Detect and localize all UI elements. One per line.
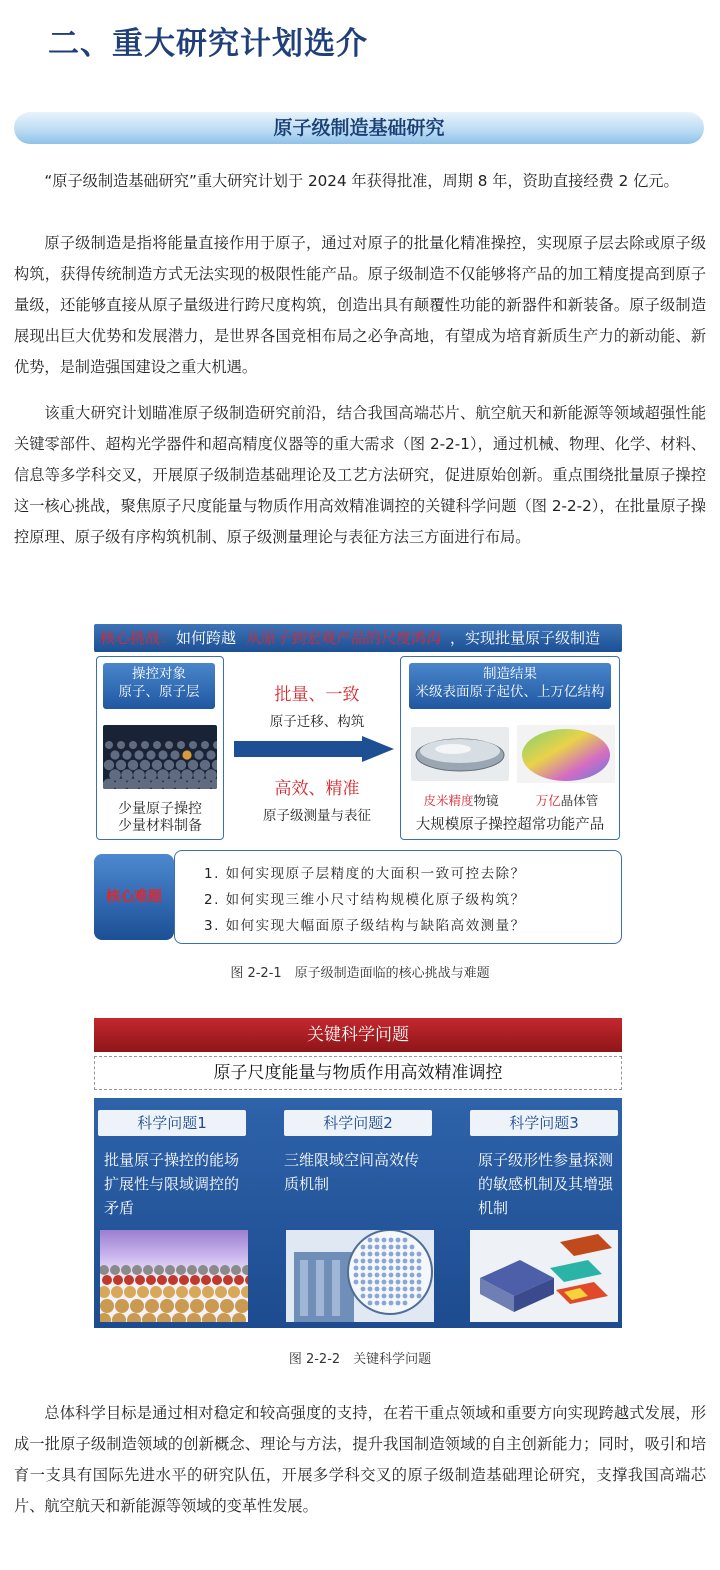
lens-label: 物镜 (473, 793, 499, 808)
question-3-title: 科学问题3 (470, 1110, 618, 1136)
challenge-prefix: 核心挑战： (100, 629, 176, 647)
core-problems-tab: 核心难题 (94, 854, 174, 940)
lens-image (411, 727, 509, 781)
banner-title: 原子级制造基础研究 (273, 117, 445, 139)
question-1-title: 科学问题1 (98, 1110, 246, 1136)
progress-arrow (234, 736, 394, 762)
figure-1-caption: 图 2-2-1 原子级制造面临的核心挑战与难题 (230, 966, 490, 981)
question-2-text: 三维限域空间高效传质机制 (284, 1151, 420, 1193)
left-caption-1: 少量原子操控 (118, 801, 202, 817)
result-pill-title: 制造结果 (483, 666, 537, 682)
wafer-label: 晶体管 (560, 793, 599, 808)
center-sub-measurement: 原子级测量与表征 (263, 808, 371, 824)
challenge-text-1: 如何跨越 (176, 629, 237, 647)
manipulation-object-box (96, 656, 224, 840)
section-banner (14, 112, 704, 144)
left-caption-2: 少量材料制备 (118, 818, 202, 834)
question-2-title: 科学问题2 (284, 1110, 432, 1136)
figure-2-caption: 图 2-2-2 关键科学问题 (288, 1352, 432, 1367)
key-questions-panel (94, 1098, 622, 1328)
challenge-text-2: ，实现批量原子级制造 (450, 629, 601, 647)
center-sub-migration: 原子迁移、构筑 (269, 714, 365, 730)
section-heading: 二、重大研究计划选介 (48, 26, 368, 62)
challenge-header (94, 624, 622, 652)
result-pill-sub: 米级表面原子起伏、上万亿结构 (415, 684, 605, 700)
paragraph-goals: 该重大研究计划瞄准原子级制造研究前沿，结合我国高端芯片、航空航天和新能源等领域超强性能关键零部件、超构光学器件和超高精度仪器等的重大需求（图 2-2-1），通过机械、物理、化学、材料、信息等多学科交叉，开展原子级制造基础理论及工艺方法研究，促进原始创新。重点围绕批量原子操控这一核心挑战，聚焦原子尺度能量与物质作用高效精准调控的关键科学问题（图 2-2-2），在批量原子操控原理、原子级有序构筑机制、原子级测量理论与表征方法三方面进行布局。 (14, 404, 706, 546)
center-label-batch: 批量、一致 (274, 685, 360, 705)
figure-key-questions (94, 1018, 622, 1330)
result-pill (409, 663, 611, 709)
paragraph-intro: “原子级制造基础研究”重大研究计划于 2024 年获得批准，周期 8 年，资助直接经费 2 亿元。 (44, 172, 679, 190)
object-pill-title: 操控对象 (132, 666, 186, 682)
manufacturing-result-box (400, 656, 620, 840)
wafer-label-red: 万亿 (535, 793, 561, 808)
question-3: 3. 如何实现大幅面原子级结构与缺陷高效测量？ (204, 918, 526, 934)
question-2: 2. 如何实现三维小尺寸结构规模化原子级构筑？ (204, 892, 526, 908)
object-pill-sub: 原子、原子层 (118, 684, 200, 700)
question-3-text: 原子级形性参量探测的敏感机制及其增强机制 (478, 1151, 614, 1217)
right-caption: 大规模原子操控超常功能产品 (415, 817, 605, 833)
key-questions-subtitle: 原子尺度能量与物质作用高效精准调控 (94, 1056, 622, 1090)
confined-space-illustration (286, 1230, 434, 1322)
paragraph-closing: 总体科学目标是通过相对稳定和较高强度的支持，在若干重点领域和重要方向实现跨越式发展，形成一批原子级制造领域的创新概念、理论与方法，提升我国制造领域的自主创新能力；同时，吸引和培育一支具有国际先进水平的研究队伍，开展多学科交叉的原子级制造基础理论研究，支撑我国高端芯片、航空航天和新能源等领域的变革性发展。 (14, 1404, 706, 1515)
center-label-efficient: 高效、精准 (274, 779, 360, 799)
sensing-illustration (470, 1230, 618, 1322)
lens-label-red: 皮米精度 (423, 793, 474, 808)
paragraph-definition: 原子级制造是指将能量直接作用于原子，通过对原子的批量化精准操控，实现原子层去除或原子级构筑，获得传统制造方式无法实现的极限性能产品。原子级制造不仅能够将产品的加工精度提高到原子量级，还能够直接从原子量级进行跨尺度构筑，创造出具有颠覆性功能的新器件和新装备。原子级制造展现出巨大优势和发展潜力，是世界各国竞相布局之必争高地，有望成为培育新质生产力的新动能、新优势，是制造强国建设之重大机遇。 (14, 234, 706, 376)
object-pill (103, 663, 215, 709)
key-questions-title: 关键科学问题 (94, 1018, 622, 1052)
wafer-image (517, 725, 615, 783)
challenge-text-red: 从原子到宏观产品的尺度鸿沟 (246, 629, 442, 647)
figure-core-challenges (94, 624, 622, 946)
atom-spheres-image (103, 725, 217, 789)
question-1-text: 批量原子操控的能场扩展性与限域调控的矛盾 (104, 1151, 240, 1217)
question-1: 1. 如何实现原子层精度的大面积一致可控去除？ (204, 866, 526, 882)
atomic-layer-illustration (100, 1230, 248, 1322)
